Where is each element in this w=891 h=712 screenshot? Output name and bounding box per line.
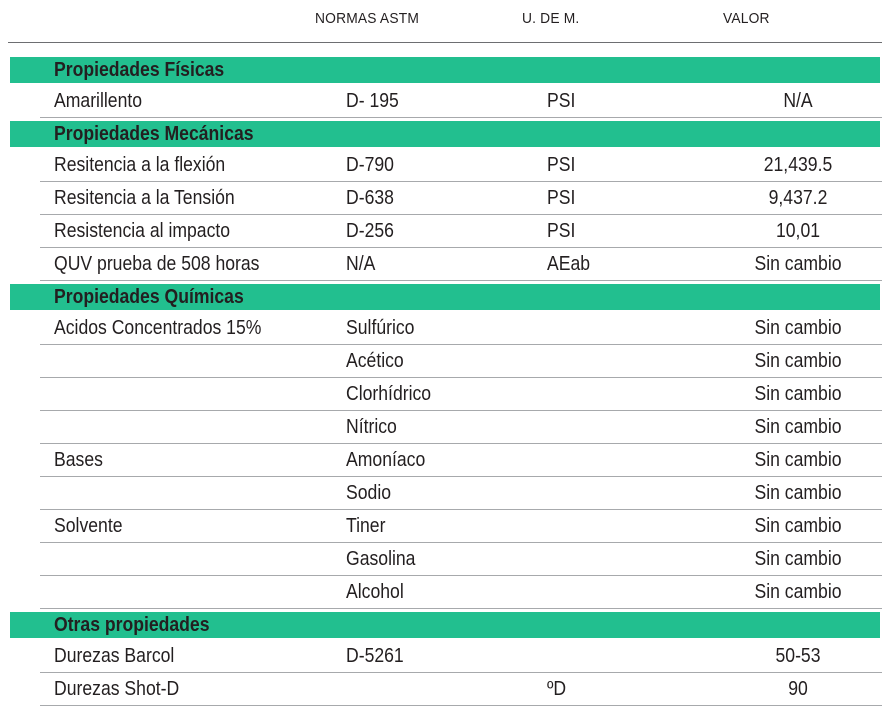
table-row: [40, 543, 882, 576]
norma-cell: Gasolina: [346, 547, 416, 570]
table-row: [40, 248, 882, 281]
table-row: [40, 576, 882, 609]
table-row: [40, 673, 882, 706]
table-header: [0, 0, 891, 40]
value-cell: 50-53: [775, 644, 821, 667]
unit-cell: PSI: [547, 186, 576, 209]
table-row: [40, 378, 882, 411]
table-row: [40, 444, 882, 477]
property-cell: Acidos Concentrados 15%: [54, 316, 262, 339]
table-row: [40, 510, 882, 543]
table-row: [40, 411, 882, 444]
table-row: [40, 640, 882, 673]
section-header: [10, 284, 880, 310]
norma-cell: D-256: [346, 219, 394, 242]
value-cell: 9,437.2: [768, 186, 828, 209]
section-title: Propiedades Mecánicas: [54, 122, 254, 145]
property-cell: Resitencia a la flexión: [54, 153, 226, 176]
norma-cell: D-5261: [346, 644, 404, 667]
table-row: [40, 312, 882, 345]
value-cell: N/A: [783, 89, 813, 112]
norma-cell: Alcohol: [346, 580, 404, 603]
value-cell: Sin cambio: [754, 448, 842, 471]
norma-cell: D-790: [346, 153, 394, 176]
norma-cell: Sulfúrico: [346, 316, 415, 339]
unit-cell: PSI: [547, 153, 576, 176]
value-cell: Sin cambio: [754, 349, 842, 372]
header-normas-astm: NORMAS ASTM: [315, 10, 420, 27]
table-row: [40, 345, 882, 378]
header-valor: VALOR: [723, 10, 770, 27]
norma-cell: D- 195: [346, 89, 399, 112]
property-cell: Resistencia al impacto: [54, 219, 231, 242]
unit-cell: PSI: [547, 89, 576, 112]
table-row: [40, 215, 882, 248]
property-cell: Solvente: [54, 514, 123, 537]
table-row: [40, 85, 882, 118]
value-cell: Sin cambio: [754, 514, 842, 537]
value-cell: Sin cambio: [754, 316, 842, 339]
norma-cell: Sodio: [346, 481, 392, 504]
value-cell: Sin cambio: [754, 252, 842, 275]
value-cell: Sin cambio: [754, 547, 842, 570]
norma-cell: Acético: [346, 349, 404, 372]
property-cell: Durezas Barcol: [54, 644, 175, 667]
header-unidad-medida: U. DE M.: [522, 10, 580, 27]
norma-cell: Amoníaco: [346, 448, 426, 471]
value-cell: 90: [788, 677, 808, 700]
property-cell: Resitencia a la Tensión: [54, 186, 235, 209]
section-title: Propiedades Químicas: [54, 285, 244, 308]
norma-cell: Clorhídrico: [346, 382, 432, 405]
value-cell: 10,01: [775, 219, 821, 242]
norma-cell: Nítrico: [346, 415, 397, 438]
property-cell: Durezas Shot-D: [54, 677, 180, 700]
section-title: Otras propiedades: [54, 613, 210, 636]
section-title: Propiedades Físicas: [54, 58, 225, 81]
norma-cell: D-638: [346, 186, 394, 209]
norma-cell: N/A: [346, 252, 376, 275]
value-cell: 21,439.5: [763, 153, 833, 176]
value-cell: Sin cambio: [754, 580, 842, 603]
value-cell: Sin cambio: [754, 382, 842, 405]
section-header: [10, 612, 880, 638]
table-row: [40, 477, 882, 510]
section-header: [10, 121, 880, 147]
unit-cell: ºD: [547, 677, 567, 700]
header-divider: [8, 42, 882, 43]
table-row: [40, 182, 882, 215]
table-row: [40, 149, 882, 182]
properties-table: [40, 57, 882, 706]
value-cell: Sin cambio: [754, 481, 842, 504]
property-cell: Bases: [54, 448, 103, 471]
norma-cell: Tiner: [346, 514, 386, 537]
property-cell: Amarillento: [54, 89, 143, 112]
value-cell: Sin cambio: [754, 415, 842, 438]
section-header: [10, 57, 880, 83]
unit-cell: AEab: [547, 252, 591, 275]
property-cell: QUV prueba de 508 horas: [54, 252, 260, 275]
unit-cell: PSI: [547, 219, 576, 242]
